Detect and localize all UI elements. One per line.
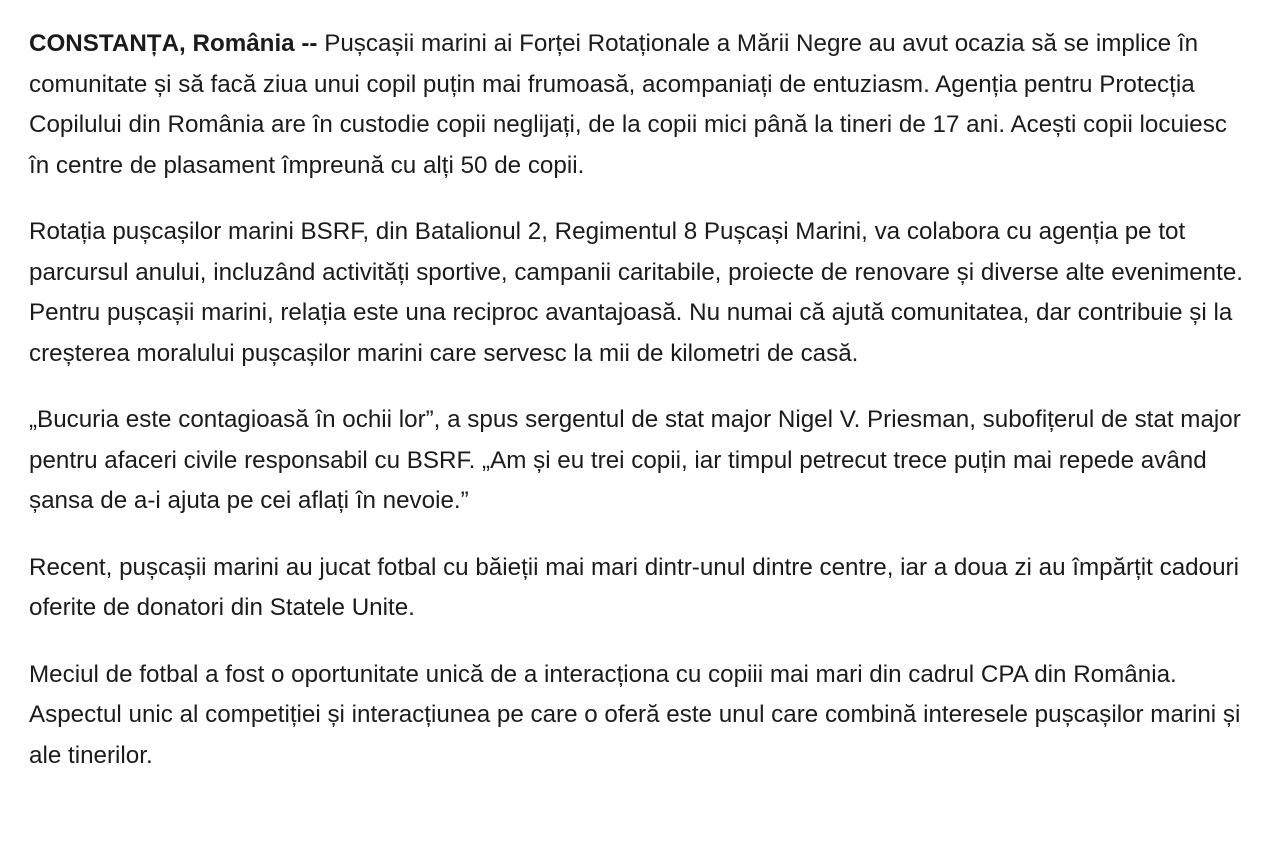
article-paragraph-5: Meciul de fotbal a fost o oportunitate unică de a interacționa cu copiii mai mari din cadrul CPA din România. Aspectul unic al competiției și interacțiunea pe care o oferă este unul care combină interesele pușcașilor marini și ale tinerilor. (29, 660, 1241, 769)
article-body (29, 24, 1244, 802)
article-paragraph-1 (29, 24, 1244, 186)
article-paragraph-4: Recent, pușcașii marini au jucat fotbal cu băieții mai mari dintr-unul dintre centre, iar a doua zi au împărțit cadouri oferite de donatori din Statele Unite. (29, 553, 1239, 621)
dateline: CONSTANȚA, România -- (29, 30, 318, 57)
article-paragraph-2: Rotația pușcașilor marini BSRF, din Batalionul 2, Regimentul 8 Pușcași Marini, va colabora cu agenția pe tot parcursul anului, incluzând activități sportive, campanii caritabile, proiecte de renovare și diverse alte evenimente. Pentru pușcașii marini, relația este una reciproc avantajoasă. Nu numai că ajută comunitatea, dar contribuie și la creșterea moralului pușcașilor marini care servesc la mii de kilometri de casă. (29, 218, 1244, 367)
article-paragraph-3: „Bucuria este contagioasă în ochii lor”, a spus sergentul de stat major Nigel V. Priesman, subofițerul de stat major pentru afaceri civile responsabil cu BSRF. „Am și eu trei copii, iar timpul petrecut trece puțin mai repede având șansa de a-i ajuta pe cei aflați în nevoie.” (29, 406, 1241, 514)
paragraph-1-text: Pușcașii marini ai Forței Rotaționale a Mării Negre au avut ocazia să se implice în comunitate și să facă ziua unui copil puțin mai frumoasă, acompaniați de entuziasm. Agenția pentru Protecția Copilului din România are în custodie copii neglijați, de la copii mici până la tineri de 17 ani. Acești copii locuiesc în centre de plasament împreună cu alți 50 de copii. (29, 30, 1227, 179)
